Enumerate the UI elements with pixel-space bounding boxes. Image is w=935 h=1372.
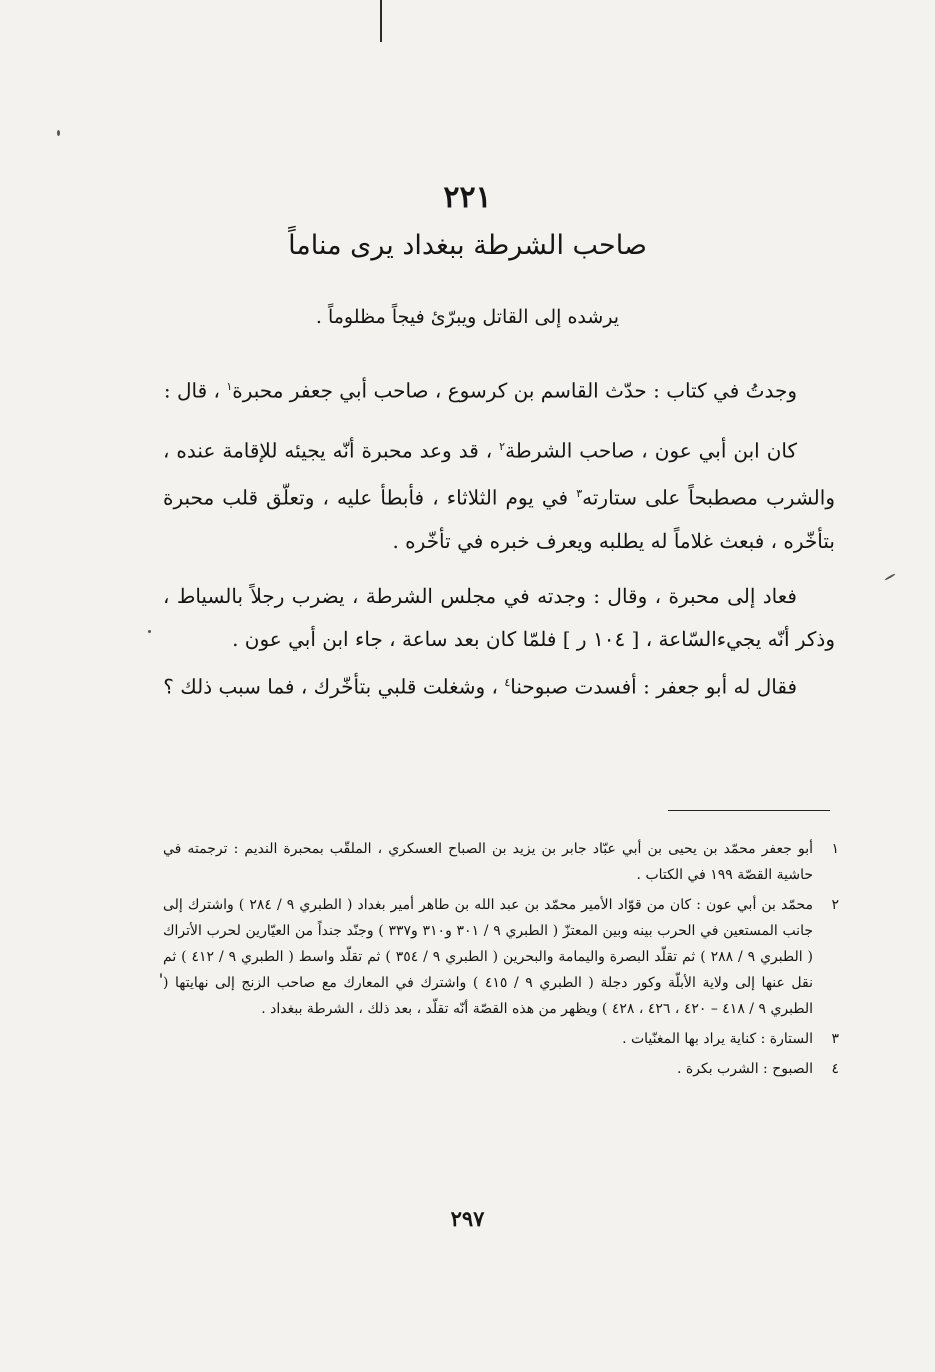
footnote-text: أبو جعفر محمّد بن يحيى بن أبي عبّاد جابر بن يزيد بن الصباح العسكري ، الملقّب بمحبرة النديم : ترجمته في حاشية القصّة ١٩٩ في الكتاب . — [163, 841, 813, 883]
footnote — [163, 1026, 839, 1052]
footnotes — [163, 836, 839, 1086]
footnote-text: محمّد بن أبي عون : كان من قوّاد الأمير محمّد بن عبد الله بن طاهر أمير بغداد ( الطبري ٩ / ٢٨٤ ) واشترك إلى جانب المستعين في الحرب بينه وبين المعتزّ ( الطبري ٩ / ٣٠١ و٣١٠ و٣٣٧ ) وجنّد جنداً من العيّارين لحرب الأتراك ( الطبري ٩ / ٢٨٨ ) ثم تقلّد البصرة واليمامة والبحرين ( الطبري ٩ / ٣٥٤ ) ثم تقلّد واسط ( الطبري ٩ / ٤١٢ ) ثم نقل عنها إلى ولاية الأبلّة وكور دجلة ( الطبري ٩ / ٤١٥ ) واشترك في المعارك مع صاحب الزنج إلى نهايتها ( الطبري ٩ / ٤١٨ – ٤٢٠ ، ٤٢٦ ، ٤٢٨ ) ويظهر من هذه القصّة أنّه تقلّد ، بعد ذلك ، الشرطة ببغداد . — [163, 897, 814, 1017]
body-text: وجدتُ في كتاب : حدّث القاسم بن كرسوع ، صاحب أبي جعفر محبرة — [232, 378, 797, 403]
binding-line — [380, 0, 382, 42]
paper-speck — [57, 130, 60, 136]
story-title: صاحب الشرطة ببغداد يرى مناماً — [288, 230, 647, 261]
footnote-number: ٣ — [831, 1031, 839, 1047]
footnote-text: الستارة : كناية يراد بها المغنّيات . — [622, 1031, 813, 1047]
footnote — [163, 1056, 839, 1082]
page-number: ٢٩٧ — [450, 1206, 485, 1231]
body-text: ، قد وعد محبرة أنّه يجيئه للإقامة عنده ، والشرب مصطبحاً على ستارته — [163, 438, 835, 510]
footnote-ref: ٢ — [499, 439, 506, 453]
footnote-ref: ٤ — [504, 675, 511, 689]
body-paragraph — [163, 425, 835, 563]
body-paragraph — [163, 661, 835, 709]
paper-speck — [884, 573, 895, 581]
story-body — [163, 365, 835, 709]
footnote-ref: ٣ — [576, 487, 583, 501]
body-text: فعاد إلى محبرة ، وقال : وجدته في مجلس الشرطة ، يضرب رجلاً بالسياط ، وذكر أنّه يجيءالسّاعة ، [ ١٠٤ ر ] فلمّا كان بعد ساعة ، جاء ابن أبي عون . — [163, 583, 835, 651]
story-subtitle: يرشده إلى القاتل ويبرّئ فيجاً مظلوماً . — [315, 306, 620, 328]
paper-speck — [160, 973, 162, 978]
body-paragraph — [163, 365, 835, 413]
footnote — [163, 836, 839, 888]
story-number: ٢٢١ — [443, 180, 492, 215]
footnote-number: ١ — [831, 841, 839, 857]
body-paragraph — [163, 575, 835, 661]
footnote-ref: ١ — [226, 380, 233, 393]
body-text: في يوم الثلاثاء ، فأبطأ عليه ، وتعلّق قلب محبرة بتأخّره ، فبعث غلاماً له يطلبه ويعرف خبره في تأخّره . — [163, 485, 835, 553]
body-text: ، قال : — [163, 378, 227, 403]
body-text: كان ابن أبي عون ، صاحب الشرطة — [505, 438, 798, 463]
footnote-number: ٢ — [831, 897, 839, 913]
footnote — [163, 892, 839, 1022]
paper-speck — [148, 630, 151, 633]
footnote-separator — [668, 810, 830, 811]
footnote-text: الصبوح : الشرب بكرة . — [677, 1061, 813, 1077]
footnote-number: ٤ — [831, 1061, 839, 1077]
body-text: فقال له أبو جعفر : أفسدت صبوحنا — [510, 674, 797, 699]
body-text: ، وشغلت قلبي بتأخّرك ، فما سبب ذلك ؟ — [163, 674, 505, 699]
